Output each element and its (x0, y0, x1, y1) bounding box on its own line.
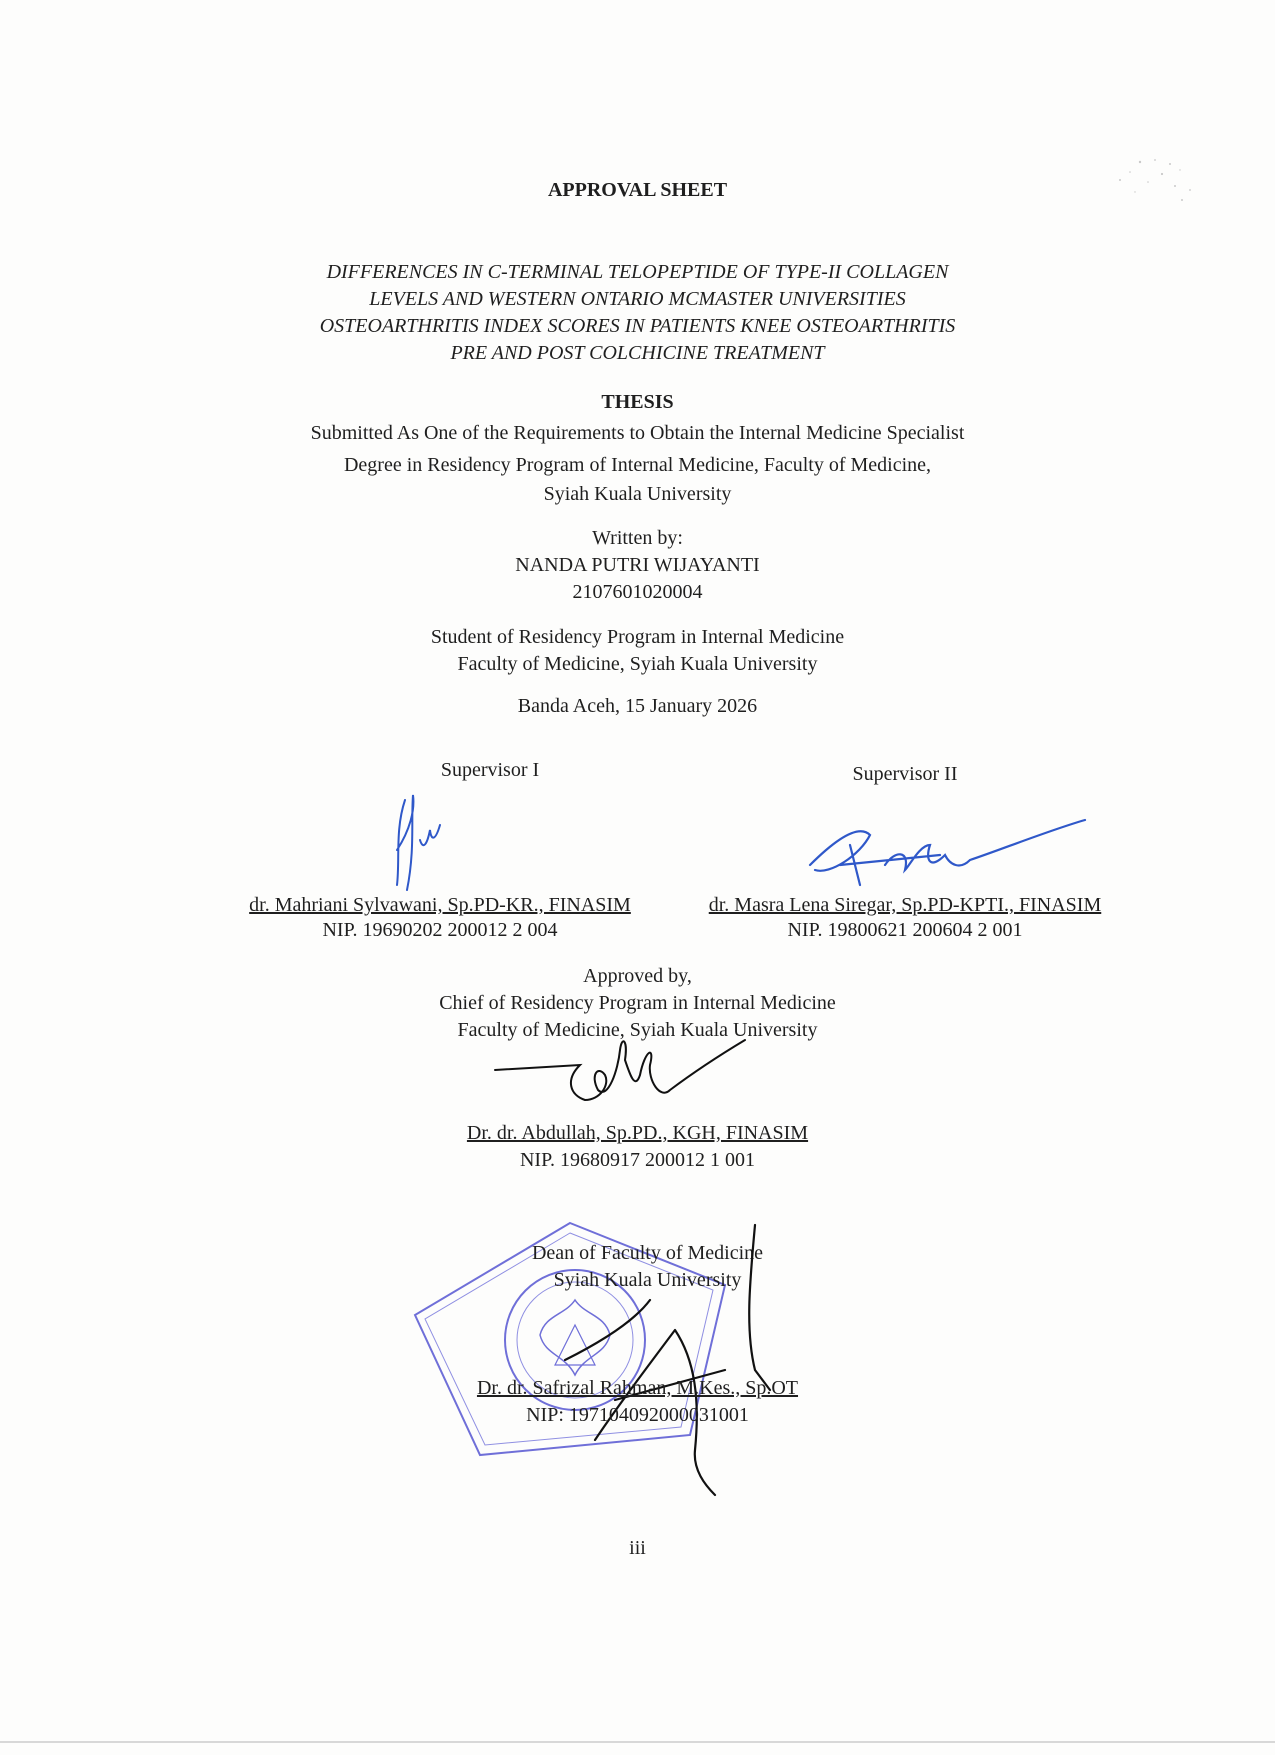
dean-signature (555, 1220, 775, 1500)
author-name: NANDA PUTRI WIJAYANTI (515, 554, 760, 576)
place-date: Banda Aceh, 15 January 2026 (517, 695, 758, 717)
author-program-line-1: Student of Residency Program in Internal Medicine (430, 626, 845, 648)
thesis-title-line-2: LEVELS AND WESTERN ONTARIO MCMASTER UNIVERSITIES (369, 288, 906, 310)
supervisor2-name: dr. Masra Lena Siregar, Sp.PD-KPTI., FINASIM (708, 894, 1102, 916)
approved-label: Approved by, (583, 965, 692, 987)
author-id: 2107601020004 (572, 581, 703, 603)
supervisor2-nip: NIP. 19800621 200604 2 001 (787, 919, 1023, 941)
approved-role-line-1: Chief of Residency Program in Internal Medicine (439, 992, 836, 1014)
approved-role-line-2: Faculty of Medicine, Syiah Kuala University (457, 1019, 818, 1041)
thesis-title-line-4: PRE AND POST COLCHICINE TREATMENT (450, 342, 825, 364)
supervisor1-signature (385, 790, 495, 910)
supervisor1-role: Supervisor I (440, 759, 540, 781)
supervisor2-role: Supervisor II (852, 763, 958, 785)
approved-nip: NIP. 19680917 200012 1 001 (519, 1149, 755, 1171)
dean-role-line-1: Dean of Faculty of Medicine (531, 1242, 764, 1264)
supervisor1-name: dr. Mahriani Sylvawani, Sp.PD-KR., FINASIM (249, 894, 631, 916)
approved-name: Dr. dr. Abdullah, Sp.PD., KGH, FINASIM (466, 1122, 809, 1144)
submission-line-1: Submitted As One of the Requirements to Obtain the Internal Medicine Specialist (310, 422, 965, 444)
page-bottom-edge (0, 1741, 1275, 1743)
dean-nip: NIP: 197104092000031001 (526, 1404, 749, 1426)
submission-line-2: Degree in Residency Program of Internal Medicine, Faculty of Medicine, (343, 454, 932, 476)
submission-line-3: Syiah Kuala University (543, 483, 732, 505)
author-program-line-2: Faculty of Medicine, Syiah Kuala University (457, 653, 818, 675)
dean-name: Dr. dr. Safrizal Rahman, M.Kes., Sp.OT (476, 1377, 799, 1399)
page-title: APPROVAL SHEET (547, 179, 728, 201)
written-by-label: Written by: (592, 527, 683, 549)
page-number: iii (629, 1537, 646, 1559)
thesis-title-line-3: OSTEOARTHRITIS INDEX SCORES IN PATIENTS KNEE OSTEOARTHRITIS (319, 315, 956, 337)
thesis-title-line-1: DIFFERENCES IN C-TERMINAL TELOPEPTIDE OF TYPE-II COLLAGEN (326, 261, 949, 283)
dean-role-line-2: Syiah Kuala University (553, 1269, 742, 1291)
supervisor1-nip: NIP. 19690202 200012 2 004 (322, 919, 558, 941)
doc-type: THESIS (601, 391, 674, 413)
chief-signature (490, 1030, 760, 1130)
